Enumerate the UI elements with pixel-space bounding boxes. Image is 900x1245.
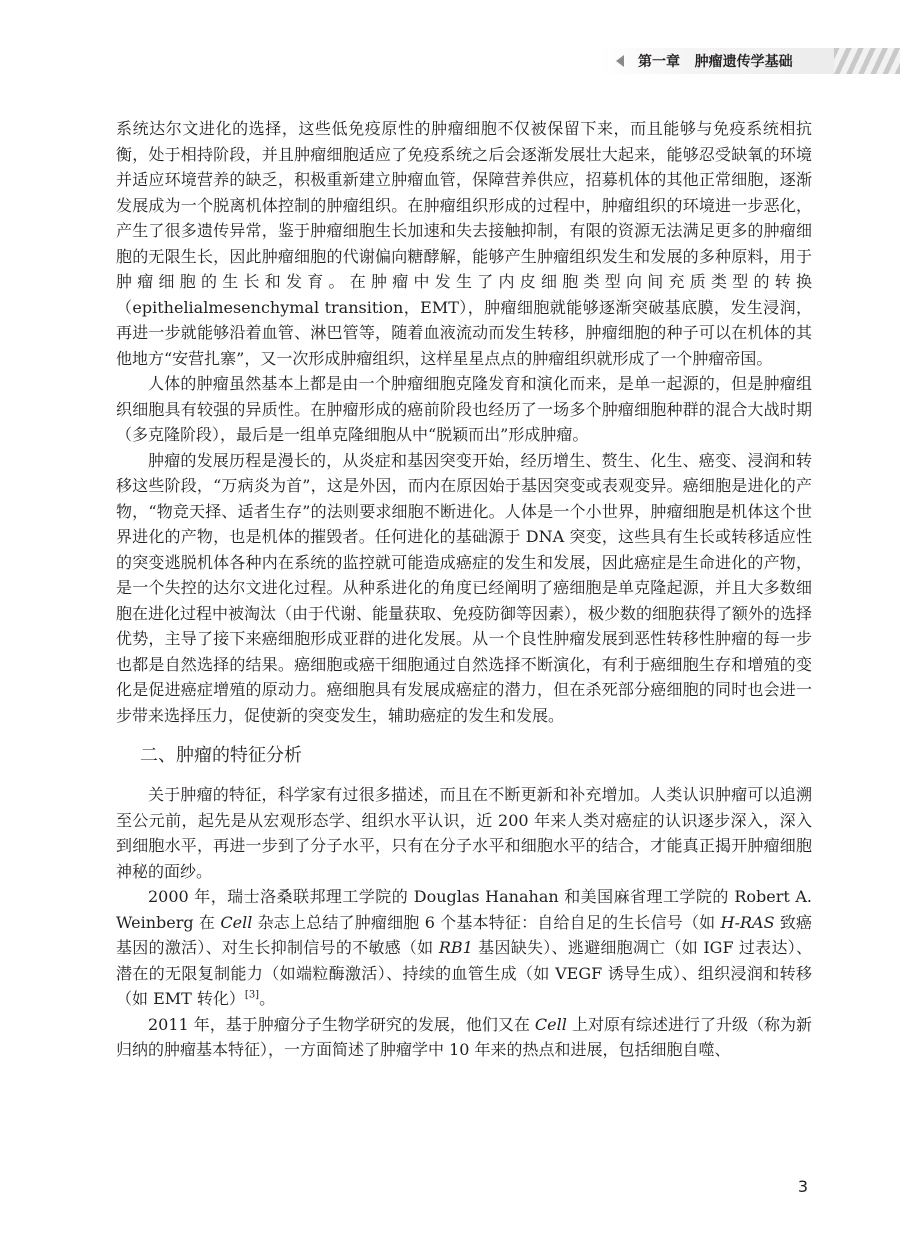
paragraph-6 xyxy=(116,1012,812,1063)
citation-ref[interactable]: [3] xyxy=(244,989,260,1001)
p5-text-4: 基因缺失）、逃避细胞凋亡（如 IGF 过表达）、潜在的无限复制能力（如端粒酶激活）、持续的血管生成（如 VEGF 诱导生成）、组织浸润和转移（如 EMT 转化） xyxy=(116,938,813,1008)
p5-text-2: 杂志上总结了肿瘤细胞 6 个基本特征：自给自足的生长信号（如 xyxy=(252,912,721,932)
paragraph-3: 肿瘤的发展历程是漫长的，从炎症和基因突变开始，经历增生、赘生、化生、癌变、浸润和转移这些阶段，“万病炎为首”，这是外因，而内在原因始于基因突变或表观变异。癌细胞是进化的产物，“物竞天择、适者生存”的法则要求细胞不断进化。人体是一个小世界，肿瘤细胞是机体这个世界进化的产物，也是机体的摧毁者。任何进化的基础源于 DNA 突变，这些具有生长或转移适应性的突变逃脱机体各种内在系统的监控就可能造成癌症的发生和发展，因此癌症是生命进化的产物，是一个失控的达尔文进化过程。从种系进化的角度已经阐明了癌细胞是单克隆起源，并且大多数细胞在进化过程中被淘汰（由于代谢、能量获取、免疫防御等因素），极少数的细胞获得了额外的选择优势，主导了接下来癌细胞形成亚群的进化发展。从一个良性肿瘤发展到恶性转移性肿瘤的每一步也都是自然选择的结果。癌细胞或癌干细胞通过自然选择不断演化，有利于癌细胞生存和增殖的变化是促进癌症增殖的原动力。癌细胞具有发展成癌症的潜力，但在杀死部分癌细胞的同时也会进一步带来选择压力，促使新的突变发生，辅助癌症的发生和发展。 xyxy=(116,450,813,725)
paragraph-1: 系统达尔文进化的选择，这些低免疫原性的肿瘤细胞不仅被保留下来，而且能够与免疫系统相抗衡，处于相持阶段，并且肿瘤细胞适应了免疫系统之后会逐渐发展壮大起来，能够忍受缺氧的环境并适应环境营养的缺乏，积极重新建立肿瘤血管，保障营养供应，招募机体的其他正常细胞，逐渐发展成为一个脱离机体控制的肿瘤组织。在肿瘤组织形成的过程中，肿瘤组织的环境进一步恶化，产生了很多遗传异常，鉴于肿瘤细胞生长加速和失去接触抑制，有限的资源无法满足更多的肿瘤细胞的无限生长，因此肿瘤细胞的代谢偏向糖酵解，能够产生肿瘤组织发生和发展的多种原料，用于肿瘤细胞的生长和发育。在肿瘤中发生了内皮细胞类型向间充质类型的转换（epithelialmesenchymal transition，EMT），肿瘤细胞就能够逐渐突破基底膜，发生浸润，再进一步就能够沿着血管、淋巴管等，随着血液流动而发生转移，肿瘤细胞的种子可以在机体的其他地方“安营扎寨”，又一次形成肿瘤组织，这样星星点点的肿瘤组织就形成了一个肿瘤帝国。 xyxy=(116,119,812,368)
triangle-icon xyxy=(616,55,624,67)
section-heading: 二、肿瘤的特征分析 xyxy=(140,745,302,766)
page-number: 3 xyxy=(797,1177,808,1196)
p6-text-2: 上对原有综述进行了升级（称为新归纳的肿瘤基本特征），一方面简述了肿瘤学中 10 年来的热点和进展，包括细胞自噬、 xyxy=(116,1014,812,1059)
gene-rb1: RB1 xyxy=(438,938,473,957)
p5-text-1: 2000 年，瑞士洛桑联邦理工学院的 Douglas Hanahan 和美国麻省理工学院的 Robert A. Weinberg 在 xyxy=(116,887,812,932)
journal-cell-2: Cell xyxy=(534,1014,567,1034)
p5-text-5: 。 xyxy=(259,989,276,1008)
paragraph-4: 关于肿瘤的特征，科学家有过很多描述，而且在不断更新和补充增加。人类认识肿瘤可以追溯至公元前，起先是从宏观形态学、组织水平认识，近 200 年来人类对癌症的认识逐步深入，深入到细胞水平，再进一步到了分子水平，只有在分子水平和细胞水平的结合，才能真正揭开肿瘤细胞神秘的面纱。 xyxy=(116,785,812,881)
chapter-title: 肿瘤遗传学基础 xyxy=(694,54,793,70)
running-header xyxy=(600,48,900,74)
gene-hras: H-RAS xyxy=(720,912,775,932)
paragraph-2: 人体的肿瘤虽然基本上都是由一个肿瘤细胞克隆发育和演化而来，是单一起源的，但是肿瘤组织细胞具有较强的异质性。在肿瘤形成的癌前阶段也经历了一场多个肿瘤细胞种群的混合大战时期（多克隆阶段），最后是一组单克隆细胞从中“脱颖而出”形成肿瘤。 xyxy=(116,374,812,444)
page-body xyxy=(116,116,812,1063)
header-stripes xyxy=(834,48,900,74)
p5-text-3: 致癌基因的激活）、对生长抑制信号的不敏感（如 xyxy=(116,912,813,957)
p6-text-1: 2011 年，基于肿瘤分子生物学研究的发展，他们又在 xyxy=(148,1014,535,1034)
chapter-number: 第一章 xyxy=(638,54,680,70)
header-text xyxy=(638,51,793,71)
paragraph-5 xyxy=(116,884,812,1012)
journal-cell: Cell xyxy=(220,912,253,932)
